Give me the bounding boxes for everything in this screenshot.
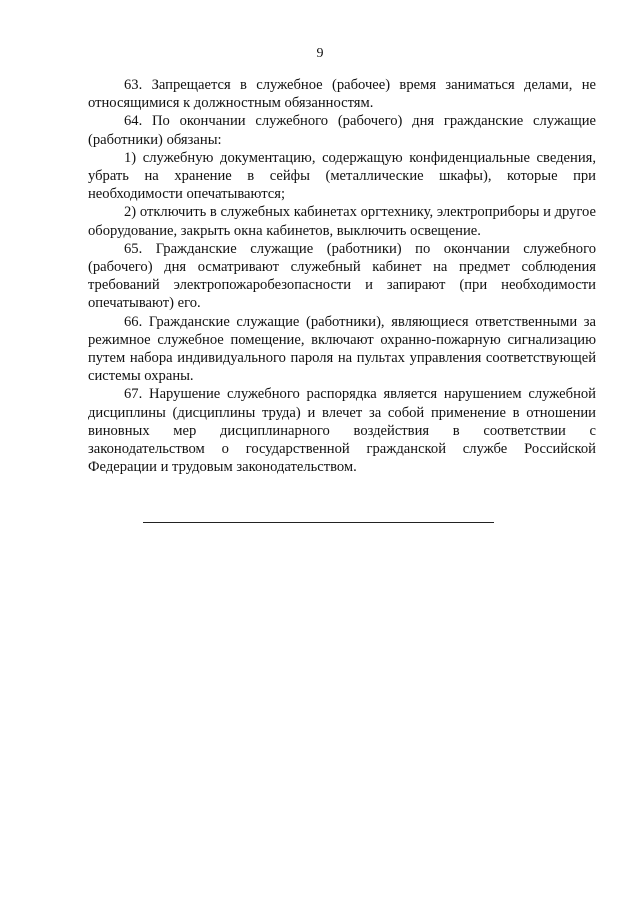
paragraph-64-item-1: 1) служебную документацию, содержащую конфиденциальные сведения, убрать на хранение в сейфы (металлические шкафы), которые при необходимости опечатываются; xyxy=(88,149,596,203)
page-number: 9 xyxy=(316,46,324,61)
paragraph-67: 67. Нарушение служебного распорядка является нарушением служебной дисциплины (дисциплины труда) и влечет за собой применение в отношении виновных мер дисциплинарного воздействия в соответствии с законодательством о государственной гражданской службе Российской Федерации и трудовым законодательством. xyxy=(88,386,596,476)
paragraph-65: 65. Гражданские служащие (работники) по окончании служебного (рабочего) дня осматривают служебный кабинет на предмет соблюдения требований электропожаробезопасности и запирают (при необходимости опечатывают) его. xyxy=(88,240,596,312)
paragraph-64: 64. По окончании служебного (рабочего) дня гражданские служащие (работники) обязаны: xyxy=(88,113,596,148)
document-body xyxy=(88,76,596,476)
paragraph-64-item-2: 2) отключить в служебных кабинетах оргтехнику, электроприборы и другое оборудование, закрыть окна кабинетов, выключить освещение. xyxy=(88,204,596,239)
paragraph-63: 63. Запрещается в служебное (рабочее) время заниматься делами, не относящимися к должностным обязанностям. xyxy=(88,77,596,112)
end-divider-line xyxy=(143,522,494,523)
paragraph-66: 66. Гражданские служащие (работники), являющиеся ответственными за режимное служебное помещение, включают охранно-пожарную сигнализацию путем набора индивидуального пароля на пультах управления соответствующей системы охраны. xyxy=(88,313,596,385)
